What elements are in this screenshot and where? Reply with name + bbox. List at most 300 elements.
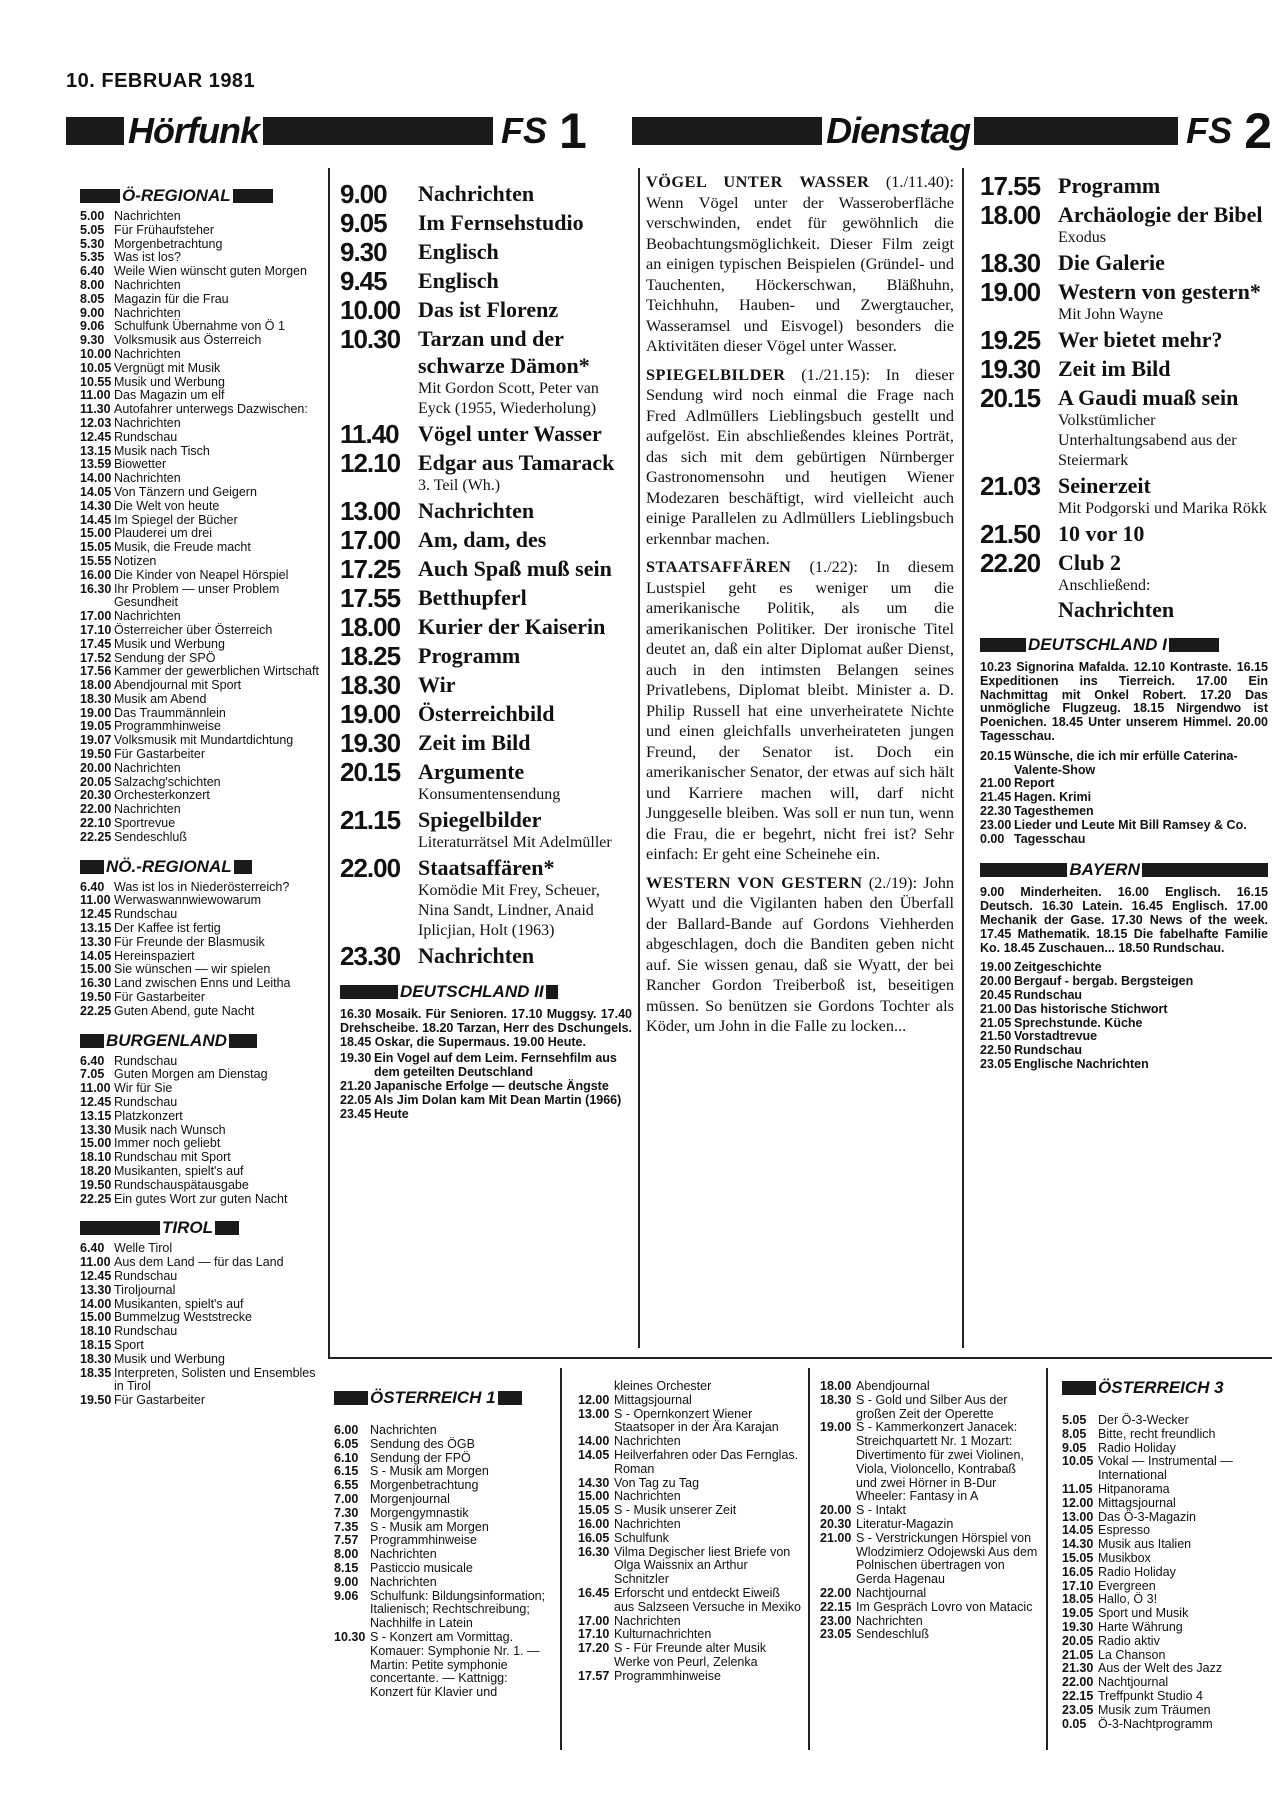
section-noe-regional: NÖ.-REGIONAL	[80, 857, 320, 877]
program-title: Aus dem Land — für das Land	[114, 1255, 284, 1270]
program-title: Japanische Erfolge — deutsche Ängste	[374, 1078, 609, 1093]
program-title: Rundschau	[114, 429, 178, 444]
list-item	[1062, 1690, 1270, 1704]
time-label: 11.30	[80, 402, 111, 417]
program-time: 18.00	[980, 200, 1041, 230]
list-de2	[340, 1052, 632, 1121]
program-title: Im Gespräch Lovro von Matacic	[856, 1599, 1033, 1614]
program-body	[418, 296, 632, 324]
program-title: Hagen. Krimi	[1014, 790, 1092, 805]
program-title: Rundschauspätausgabe	[114, 1177, 249, 1192]
program-title: Musik nach Tisch	[114, 443, 210, 458]
list-item	[80, 922, 320, 936]
article-ref: (1./11.40):	[869, 172, 954, 191]
time-label: 7.05	[80, 1067, 105, 1082]
program-title: Notizen	[114, 553, 157, 568]
program-title: Vergnügt mit Musik	[114, 360, 221, 375]
list-burgenland	[80, 1055, 320, 1207]
list-item	[578, 1615, 802, 1629]
time-label: 22.15	[820, 1599, 852, 1614]
program-title: Sendeschluß	[114, 829, 187, 844]
program-title: Hallo, Ö 3!	[1098, 1592, 1158, 1607]
time-label: 5.35	[80, 250, 105, 265]
col-oe1c	[820, 1380, 1040, 1642]
list-item	[980, 791, 1268, 805]
list-item	[80, 1270, 320, 1284]
list-item	[980, 819, 1268, 833]
program-title: Musik, die Freude macht	[114, 540, 251, 555]
program-title: Abendjournal mit Sport	[114, 678, 242, 693]
list-item	[1062, 1718, 1270, 1732]
list-item	[80, 734, 320, 748]
program-body	[418, 238, 632, 266]
program-title: Wer bietet mehr?	[1058, 327, 1223, 352]
fs1-program	[340, 180, 632, 970]
time-label: 21.30	[1062, 1661, 1094, 1676]
list-item	[80, 748, 320, 762]
program-body	[1058, 249, 1268, 277]
list-item	[820, 1532, 1040, 1587]
time-label: 16.30	[578, 1544, 610, 1559]
list-item	[80, 569, 320, 583]
time-label: 14.00	[578, 1434, 610, 1449]
program-title: Heute	[374, 1106, 409, 1121]
time-label: 16.05	[578, 1530, 610, 1545]
program-body	[1058, 201, 1268, 248]
program-time: 19.00	[340, 699, 401, 729]
list-item	[980, 989, 1268, 1003]
time-label: 23.00	[980, 817, 1012, 832]
time-label: 16.45	[578, 1585, 610, 1600]
list-item	[1062, 1552, 1270, 1566]
time-label: 9.06	[80, 319, 105, 334]
band-title-hoerfunk: Hörfunk	[128, 110, 259, 151]
time-label: 21.20	[340, 1078, 372, 1093]
article-ref: (2./19):	[862, 872, 924, 892]
list-item	[80, 527, 320, 541]
program-title: Ihr Problem — unser Problem Gesundheit	[114, 581, 280, 610]
time-label: 16.00	[80, 567, 112, 582]
fs2-program	[980, 172, 1268, 623]
list-item	[80, 1124, 320, 1138]
program-title: Musik zum Träumen	[1098, 1702, 1211, 1717]
program-time: 20.15	[980, 383, 1041, 413]
program-title: S - Musik am Morgen	[370, 1519, 489, 1534]
program-title: Morgengymnastik	[370, 1505, 469, 1520]
program-body	[418, 449, 632, 496]
article-paragraph	[646, 557, 954, 865]
time-label: 14.30	[1062, 1537, 1094, 1552]
list-item	[334, 1631, 554, 1700]
list-item	[80, 652, 320, 666]
program-entry	[980, 355, 1268, 383]
band-title-dienstag: Dienstag	[826, 110, 971, 151]
article-text: John Wyatt und die Vigilanten haben den Überfall der Ballard-Bande auf Gordons Viehherden abgeschlagen, doch die Banditen geben nicht auf. Sie wissen genau, daß sie Wyatt, der bei Rancher Gordon Treiberboß ist, beseitigen müssen. So benützen sie Gordons Tochter als Köder, um John in die Falle zu locken...	[646, 872, 954, 1035]
time-label: 13.15	[80, 921, 112, 936]
time-label: 18.10	[80, 1324, 112, 1339]
list-item	[578, 1518, 802, 1532]
program-time: 22.00	[340, 853, 401, 883]
list-item	[80, 950, 320, 964]
program-title: Musikanten, spielt's auf	[114, 1296, 244, 1311]
header-band-left	[66, 103, 626, 159]
list-item	[80, 334, 320, 348]
program-title: Plauderei um drei	[114, 526, 212, 541]
list-tirol	[80, 1242, 320, 1408]
list-item	[80, 803, 320, 817]
list-item	[80, 881, 320, 895]
program-entry	[980, 201, 1268, 248]
program-body	[418, 180, 632, 208]
program-title: Radio aktiv	[1098, 1633, 1160, 1648]
program-body	[418, 584, 632, 612]
program-entry	[340, 497, 632, 525]
time-label: 10.05	[1062, 1454, 1094, 1469]
time-label: 13.30	[80, 934, 112, 949]
program-title: Espresso	[1098, 1523, 1151, 1538]
program-body	[1058, 278, 1268, 325]
list-item	[80, 817, 320, 831]
time-label: 7.35	[334, 1519, 359, 1534]
list-item	[334, 1452, 554, 1466]
program-title: Rundschau	[114, 907, 178, 922]
program-entry	[340, 555, 632, 583]
program-title: Aus der Welt des Jazz	[1098, 1661, 1223, 1676]
program-title: La Chanson	[1098, 1647, 1166, 1662]
program-title: S - Gold und Silber Aus der großen Zeit der Operette	[856, 1392, 1008, 1421]
time-label: 8.05	[1062, 1426, 1087, 1441]
time-label: 9.00	[334, 1574, 359, 1589]
time-label: 15.05	[1062, 1550, 1094, 1565]
program-time: 17.55	[340, 583, 401, 613]
program-entry	[340, 854, 632, 941]
time-label: 15.00	[80, 526, 112, 541]
list-item	[980, 1003, 1268, 1017]
article-text: In dieser Sendung wird noch einmal die Frage nach Fred Adlmüllers Lieblingsbuch gestellt und aufgelöst. Ein abschließendes kleines Porträt, das sich mit dem gebürtigen Nürnberger Gastronomensohn und heutigen Wiener Modezaren beschäftigt, wird vielleicht auch einige Parallelen zu Adlmüllers Lieblingsbuch erkennbar machen.	[646, 364, 955, 548]
time-label: 18.20	[80, 1164, 112, 1178]
program-body	[418, 325, 632, 419]
time-label: 6.05	[334, 1436, 359, 1451]
time-label: 23.05	[820, 1627, 852, 1642]
time-label: 17.45	[80, 636, 112, 651]
list-item	[80, 1137, 320, 1151]
program-time: 9.30	[340, 237, 387, 267]
list-item	[80, 1151, 320, 1165]
program-subtitle: Komödie Mit Frey, Scheuer, Nina Sandt, Lindner, Anaid Iplicjian, Holt (1963)	[418, 882, 600, 939]
program-time: 10.30	[340, 324, 401, 354]
time-label: 19.50	[80, 990, 112, 1005]
list-item	[334, 1438, 554, 1452]
program-title: Was ist los?	[114, 250, 181, 265]
time-label: 22.30	[980, 803, 1012, 818]
time-label: 19.50	[80, 1393, 112, 1408]
program-time: 23.30	[340, 941, 401, 971]
list-item	[80, 458, 320, 472]
time-label: 6.40	[80, 264, 105, 279]
program-body	[418, 267, 632, 295]
program-body	[418, 700, 632, 728]
time-label: 14.05	[80, 948, 112, 963]
time-label: 15.00	[80, 1136, 112, 1151]
time-label: 16.30	[80, 581, 112, 596]
time-label: 20.00	[820, 1503, 852, 1518]
time-label: 7.30	[334, 1505, 359, 1520]
program-time: 22.20	[980, 548, 1041, 578]
list-item	[80, 238, 320, 252]
list-item	[334, 1548, 554, 1562]
list-item	[980, 975, 1268, 989]
time-label: 17.00	[578, 1613, 610, 1628]
time-label: 12.45	[80, 1095, 112, 1110]
list-item	[80, 1325, 320, 1339]
list-item	[80, 1082, 320, 1096]
list-item	[578, 1477, 802, 1491]
program-title: Für Gastarbeiter	[114, 747, 206, 762]
program-title: Programmhinweise	[370, 1533, 477, 1548]
time-label: 10.55	[80, 374, 112, 389]
program-title: Nachrichten	[614, 1613, 681, 1628]
article-heading: WESTERN VON GESTERN	[646, 872, 863, 892]
program-title: Die Welt von heute	[114, 498, 220, 513]
program-title: Bergauf - bergab. Bergsteigen	[1014, 974, 1194, 989]
program-title: Argumente	[418, 759, 525, 784]
program-title: Der Kaffee ist fertig	[114, 921, 221, 936]
list-item	[1062, 1483, 1270, 1497]
program-title: 10 vor 10	[1058, 521, 1145, 546]
time-label: 15.05	[80, 540, 112, 555]
time-label: 21.05	[980, 1015, 1012, 1030]
list-item	[340, 1094, 632, 1108]
time-label: 13.00	[578, 1406, 610, 1421]
time-label: 14.05	[1062, 1523, 1094, 1538]
program-time: 18.30	[340, 670, 401, 700]
program-title: Kammer der gewerblichen Wirtschaft	[114, 664, 319, 679]
list-item	[334, 1424, 554, 1438]
program-title: Die Kinder von Neapel Hörspiel	[114, 567, 289, 582]
program-time: 21.15	[340, 805, 401, 835]
time-label: 5.05	[80, 222, 105, 237]
list-item	[578, 1504, 802, 1518]
time-label: 17.52	[80, 650, 112, 665]
list-item	[80, 1339, 320, 1353]
program-title: Nachrichten	[114, 471, 181, 486]
header-band-right	[632, 103, 1272, 159]
list-item	[80, 362, 320, 376]
time-label: 15.55	[80, 553, 112, 568]
list-item	[340, 1080, 632, 1094]
program-time: 18.30	[980, 248, 1041, 278]
list-item	[80, 445, 320, 459]
time-label: 17.00	[80, 609, 112, 624]
program-time: 9.00	[340, 179, 387, 209]
program-title: Sendeschluß	[856, 1627, 929, 1642]
time-label: 6.10	[334, 1450, 359, 1465]
time-label: 16.05	[1062, 1564, 1094, 1579]
list-item	[80, 265, 320, 279]
program-body	[418, 420, 632, 448]
program-title: Nachrichten	[370, 1547, 437, 1562]
program-title: Nachrichten	[418, 181, 535, 206]
program-title: Auch Spaß muß sein	[418, 556, 612, 581]
program-title: Evergreen	[1098, 1578, 1156, 1593]
program-title: Nachrichten	[614, 1489, 681, 1504]
article-text: Wenn Vögel unter der Wasseroberfläche verschwinden, endet für gewöhnlich die Beobachtungsmöglichkeit. Dieser Film zeigt an einigen typischen Beispielen (Gründel- und Tauchenten, Höckerschwan, Bläßhuhn, Teichhuhn, Hauben- und Zwergtaucher, Wasseramsel und Eisvogel) besonders die Aktivitäten dieser Vögel unter Wasser.	[646, 192, 954, 355]
program-time: 19.00	[980, 277, 1041, 307]
list-item	[80, 831, 320, 845]
program-title: S - Für Freunde alter Musik Werke von Peurl, Zelenka	[614, 1641, 767, 1669]
time-label: 6.40	[80, 1053, 105, 1068]
list-item	[578, 1449, 802, 1477]
list-item	[80, 417, 320, 431]
time-label: 6.15	[334, 1464, 359, 1479]
list-item	[980, 750, 1268, 778]
list-item	[1062, 1566, 1270, 1580]
program-title: Nachrichten	[370, 1574, 437, 1589]
program-entry	[340, 420, 632, 448]
time-label: 11.05	[1062, 1481, 1093, 1496]
time-label: 20.05	[1062, 1633, 1094, 1648]
time-label: 5.00	[80, 209, 105, 223]
list-item	[80, 348, 320, 362]
program-title: Schulfunk: Bildungsinformation; Italienisch; Rechtschreibung; Nachhilfe in Latein	[370, 1588, 546, 1631]
program-subtitle: Exodus	[1058, 229, 1106, 246]
time-label: 19.00	[80, 705, 112, 720]
time-label: 0.00	[980, 831, 1005, 846]
time-label: 9.00	[80, 305, 105, 320]
program-title: Rundschau	[114, 1095, 178, 1110]
page-date: 10. FEBRUAR 1981	[66, 70, 256, 92]
program-title: Englische Nachrichten	[1014, 1056, 1149, 1071]
time-label: 20.45	[980, 987, 1012, 1002]
program-title: Was ist los in Niederösterreich?	[114, 879, 290, 894]
program-title: S - Intakt	[856, 1503, 907, 1518]
time-label: 19.30	[1062, 1619, 1094, 1634]
time-label: 17.57	[578, 1668, 610, 1683]
time-label: 23.45	[340, 1106, 372, 1121]
program-entry	[340, 642, 632, 670]
time-label: 19.50	[80, 747, 112, 762]
program-title: Nachrichten	[114, 209, 181, 223]
list-item	[1062, 1704, 1270, 1718]
program-body	[418, 854, 632, 941]
list-item	[1062, 1635, 1270, 1649]
list-item	[80, 224, 320, 238]
time-label: 14.05	[80, 484, 112, 499]
program-title: Am, dam, des	[418, 527, 547, 552]
time-label: 22.00	[1062, 1675, 1094, 1690]
program-title: Nachrichten	[114, 609, 181, 624]
program-title: Nachrichten	[370, 1423, 437, 1437]
time-label: 22.00	[80, 802, 112, 817]
program-subtitle: 3. Teil (Wh.)	[418, 477, 501, 494]
time-label: 11.00	[80, 1255, 111, 1270]
program-title: Als Jim Dolan kam Mit Dean Martin (1966)	[374, 1092, 622, 1107]
list-item	[334, 1493, 554, 1507]
list-item	[80, 514, 320, 528]
program-title: Das ist Florenz	[418, 297, 559, 322]
list-item	[334, 1576, 554, 1590]
program-body	[418, 613, 632, 641]
list-item	[1062, 1524, 1270, 1538]
program-title: S - Konzert am Vormittag. Komauer: Symphonie Nr. 1. — Martin: Petite symphonie concertante. — Kattnigg: Konzert für Klavier und	[370, 1629, 540, 1700]
program-time: 12.10	[340, 448, 401, 478]
section-tirol: TIROL	[80, 1218, 320, 1238]
time-label: 16.00	[578, 1516, 610, 1531]
col-regional	[80, 186, 320, 1408]
program-title: S - Verstrickungen Hörspiel von Wlodzimierz Odojewski Aus dem Polnischen übertragen von Gerda Hagenau	[856, 1530, 1038, 1587]
article-heading: STAATSAFFÄREN	[646, 557, 792, 576]
time-label: 18.05	[1062, 1592, 1094, 1607]
program-title: Weile Wien wünscht guten Morgen	[114, 264, 307, 279]
program-title: kleines Orchester	[614, 1379, 712, 1393]
time-label: 11.00	[80, 1081, 111, 1096]
program-title: Bummelzug Weststrecke	[114, 1310, 253, 1325]
list-item	[980, 1044, 1268, 1058]
program-title: Archäologie der Bibel	[1058, 202, 1263, 227]
list-item	[80, 894, 320, 908]
program-time: 19.30	[340, 728, 401, 758]
program-title: Zeit im Bild	[418, 730, 531, 755]
time-label: 15.00	[578, 1489, 610, 1504]
program-title: Nachrichten	[614, 1516, 681, 1531]
time-label: 18.35	[80, 1365, 112, 1380]
program-entry	[340, 449, 632, 496]
time-label: 5.30	[80, 236, 105, 251]
list-item	[80, 1193, 320, 1207]
time-label: 10.00	[80, 346, 112, 361]
list-item	[80, 1242, 320, 1256]
time-label	[578, 1380, 614, 1394]
time-label: 17.10	[578, 1627, 610, 1642]
program-title: Für Frühaufsteher	[114, 222, 215, 237]
band-fs: FS	[501, 110, 548, 151]
list-item	[80, 1367, 320, 1395]
program-body	[418, 671, 632, 699]
time-label: 20.30	[820, 1516, 852, 1531]
program-time: 9.05	[340, 208, 387, 238]
list-item	[334, 1562, 554, 1576]
program-title: Welle Tirol	[114, 1241, 173, 1256]
time-label: 9.05	[1062, 1440, 1087, 1455]
program-title: Vorstadtrevue	[1014, 1029, 1098, 1044]
program-title: Nachrichten	[614, 1434, 681, 1449]
time-label: 22.25	[80, 1191, 112, 1206]
program-title: Bitte, recht freundlich	[1098, 1426, 1216, 1441]
program-title: S - Opernkonzert Wiener Staatsoper in der Ära Karajan	[614, 1406, 779, 1435]
program-entry	[980, 326, 1268, 354]
program-title: Schulfunk Übernahme von Ö 1	[114, 319, 285, 334]
program-title: Musik aus Italien	[1098, 1537, 1192, 1552]
program-title: S - Musik am Morgen	[370, 1464, 489, 1479]
time-label: 7.00	[334, 1491, 359, 1506]
program-title: Österreicher über Österreich	[114, 622, 273, 637]
list-item	[80, 307, 320, 321]
list-item	[1062, 1497, 1270, 1511]
list-item	[80, 431, 320, 445]
list-item	[80, 251, 320, 265]
program-title: Nachrichten	[856, 1613, 923, 1628]
program-entry	[980, 172, 1268, 200]
band-num2: 2	[1244, 103, 1272, 159]
program-title: Harte Währung	[1098, 1619, 1183, 1634]
program-title: Wir	[418, 672, 456, 697]
list-item	[1062, 1621, 1270, 1635]
program-title: Tarzan und der schwarze Dämon*	[418, 326, 590, 378]
list-item	[80, 693, 320, 707]
program-title: Von Tag zu Tag	[614, 1475, 700, 1490]
list-item	[1062, 1511, 1270, 1525]
list-item	[80, 789, 320, 803]
